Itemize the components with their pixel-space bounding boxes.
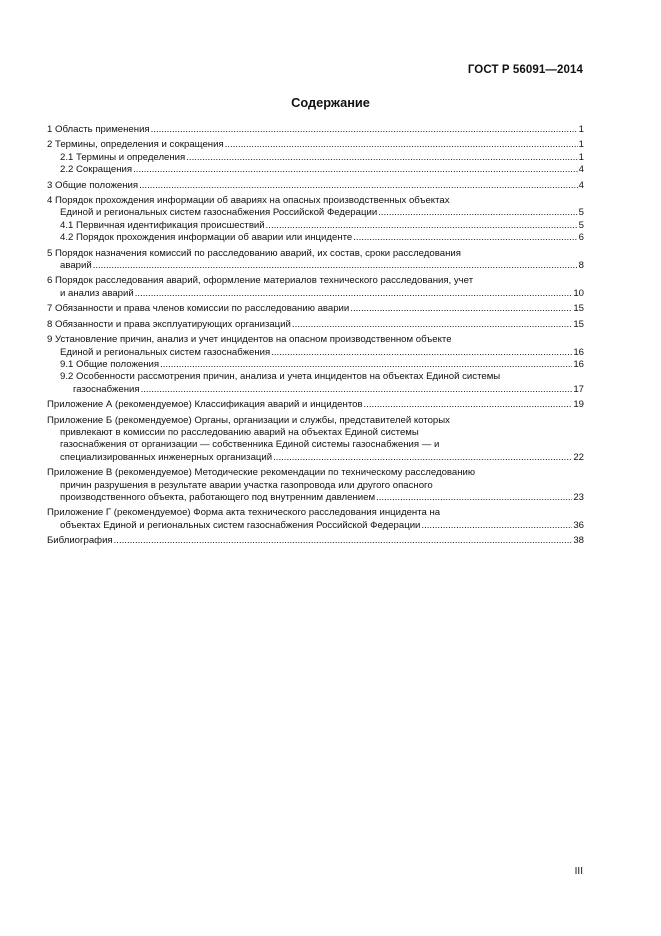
- toc-entry-9-2[interactable]: [47, 371, 584, 396]
- leader-dots: [93, 260, 578, 272]
- toc-page-number: 4: [578, 179, 584, 191]
- toc-entry-text: 9.2 Особенности рассмотрения причин, анализа и учета инцидентов на объектах Единой системы: [60, 371, 501, 383]
- leader-dots: [271, 347, 572, 359]
- toc-entry-text-cont: объектах Единой и региональных систем газоснабжения Российской Федерации: [60, 519, 421, 531]
- toc-page-number: 15: [573, 318, 584, 330]
- toc-page-number: 22: [573, 451, 584, 463]
- toc-entry-2-2[interactable]: [47, 164, 584, 176]
- toc-entry-text: 8 Обязанности и права эксплуатирующих организаций: [47, 318, 291, 330]
- toc-entry-2-1[interactable]: [47, 152, 584, 164]
- leader-dots: [160, 359, 572, 371]
- page-number: III: [574, 866, 583, 877]
- toc-page-number: 10: [573, 287, 584, 299]
- toc-entry-4-2[interactable]: [47, 232, 584, 244]
- toc-entry-appendix-g[interactable]: [47, 507, 584, 532]
- toc-entry-8[interactable]: [47, 319, 584, 331]
- toc-page-number: 1: [578, 124, 584, 135]
- toc-entry-text: 4.2 Порядок прохождения информации об аварии или инциденте: [60, 232, 353, 244]
- toc-entry-3[interactable]: [47, 180, 584, 192]
- toc-entry-text-cont: аварий: [60, 260, 92, 272]
- toc-page-number: 4: [578, 164, 584, 176]
- leader-dots: [151, 124, 578, 136]
- toc-entry-4[interactable]: [47, 195, 584, 220]
- toc-entry-bibliography[interactable]: [47, 535, 584, 547]
- leader-dots: [225, 139, 578, 151]
- toc-entry-text: 9 Установление причин, анализ и учет инцидентов на опасном производственном объекте: [47, 334, 452, 346]
- toc-entry-text-cont: специализированных инженерных организаций: [60, 451, 273, 463]
- leader-dots: [421, 520, 572, 532]
- leader-dots: [186, 152, 577, 164]
- leader-dots: [364, 399, 573, 411]
- toc-entry-appendix-b[interactable]: [47, 415, 584, 465]
- toc-page-number: 36: [573, 519, 584, 531]
- toc-page-number: 5: [578, 207, 584, 219]
- leader-dots: [114, 535, 573, 547]
- toc-entry-4-1[interactable]: [47, 220, 584, 232]
- toc-page-number: 16: [573, 358, 584, 370]
- toc-page-number: 6: [578, 232, 584, 244]
- leader-dots: [353, 232, 577, 244]
- leader-dots: [133, 164, 578, 176]
- toc-entry-5[interactable]: [47, 248, 584, 273]
- toc-entry-appendix-a[interactable]: [47, 399, 584, 411]
- toc-entry-text: 5 Порядок назначения комиссий по расследованию аварий, их состав, сроки расследования: [47, 247, 461, 259]
- toc-entry-text: 6 Порядок расследования аварий, оформление материалов технического расследования, учет: [47, 275, 474, 287]
- toc-entry-text: 9.1 Общие положения: [60, 358, 160, 370]
- toc-page-number: 1: [578, 139, 584, 151]
- toc-page-number: 23: [573, 491, 584, 503]
- toc-entry-text-cont: привлекают в комиссии по расследованию аварий на объектах Единой системы: [60, 426, 419, 438]
- toc-entry-text-cont: и анализ аварий: [60, 287, 134, 299]
- toc-entry-text: Приложение А (рекомендуемое) Классификация аварий и инцидентов: [47, 399, 363, 411]
- toc-entry-text: Библиография: [47, 535, 113, 547]
- toc-entry-text: Приложение Б (рекомендуемое) Органы, организации и службы, представителей которых: [47, 414, 450, 426]
- toc-page-number: 8: [578, 260, 584, 272]
- toc-entry-text: 2.1 Термины и определения: [60, 151, 186, 163]
- toc-page-number: 19: [573, 399, 584, 411]
- leader-dots: [378, 207, 577, 219]
- toc-entry-text: 1 Область применения: [47, 124, 150, 135]
- toc-entry-9[interactable]: [47, 334, 584, 359]
- toc-page-number: 5: [578, 219, 584, 231]
- leader-dots: [273, 452, 572, 464]
- toc-page-number: 15: [573, 303, 584, 315]
- toc-entry-text: 2.2 Сокращения: [60, 164, 133, 176]
- document-code: ГОСТ Р 56091—2014: [467, 64, 583, 76]
- page-title: Содержание: [291, 95, 370, 110]
- toc-entry-text-cont: Единой и региональных систем газоснабжения Российской Федерации: [60, 207, 378, 219]
- leader-dots: [376, 492, 572, 504]
- leader-dots: [141, 384, 573, 396]
- toc-entry-text-cont: Единой и региональных систем газоснабжения: [60, 346, 271, 358]
- toc-entry-2[interactable]: [47, 139, 584, 151]
- toc-entry-text: Приложение Г (рекомендуемое) Форма акта технического расследования инцидента на: [47, 507, 441, 519]
- toc-entry-text-cont: причин разрушения в результате аварии участка газопровода или другого опасного: [60, 479, 433, 491]
- toc-page-number: 17: [573, 383, 584, 395]
- toc-entry-text-cont: газоснабжения: [73, 383, 140, 395]
- toc-entry-text: 2 Термины, определения и сокращения: [47, 139, 224, 151]
- toc-page-number: 38: [573, 535, 584, 547]
- leader-dots: [266, 220, 578, 232]
- leader-dots: [350, 303, 572, 315]
- toc-entry-1[interactable]: [47, 124, 584, 136]
- toc-entry-text-cont: производственного объекта, работающего под внутренним давлением: [60, 491, 376, 503]
- toc-page-number: 1: [578, 151, 584, 163]
- toc-entry-text: 3 Общие положения: [47, 179, 139, 191]
- toc-entry-text: Приложение В (рекомендуемое) Методические рекомендации по техническому расследованию: [47, 467, 476, 479]
- toc-entry-text: 4 Порядок прохождения информации об авариях на опасных производственных объектах: [47, 195, 450, 207]
- leader-dots: [135, 288, 573, 300]
- toc-entry-appendix-v[interactable]: [47, 467, 584, 504]
- toc-entry-text: 4.1 Первичная идентификация происшествий: [60, 219, 265, 231]
- table-of-contents: [47, 124, 584, 548]
- toc-entry-9-1[interactable]: [47, 359, 584, 371]
- toc-entry-text-cont: газоснабжения от организации — собственника Единой системы газоснабжения — и: [60, 439, 440, 451]
- leader-dots: [139, 180, 578, 192]
- toc-entry-text: 7 Обязанности и права членов комиссии по расследованию аварии: [47, 303, 350, 315]
- leader-dots: [292, 319, 572, 331]
- toc-entry-6[interactable]: [47, 275, 584, 300]
- toc-entry-7[interactable]: [47, 303, 584, 315]
- toc-page-number: 16: [573, 346, 584, 358]
